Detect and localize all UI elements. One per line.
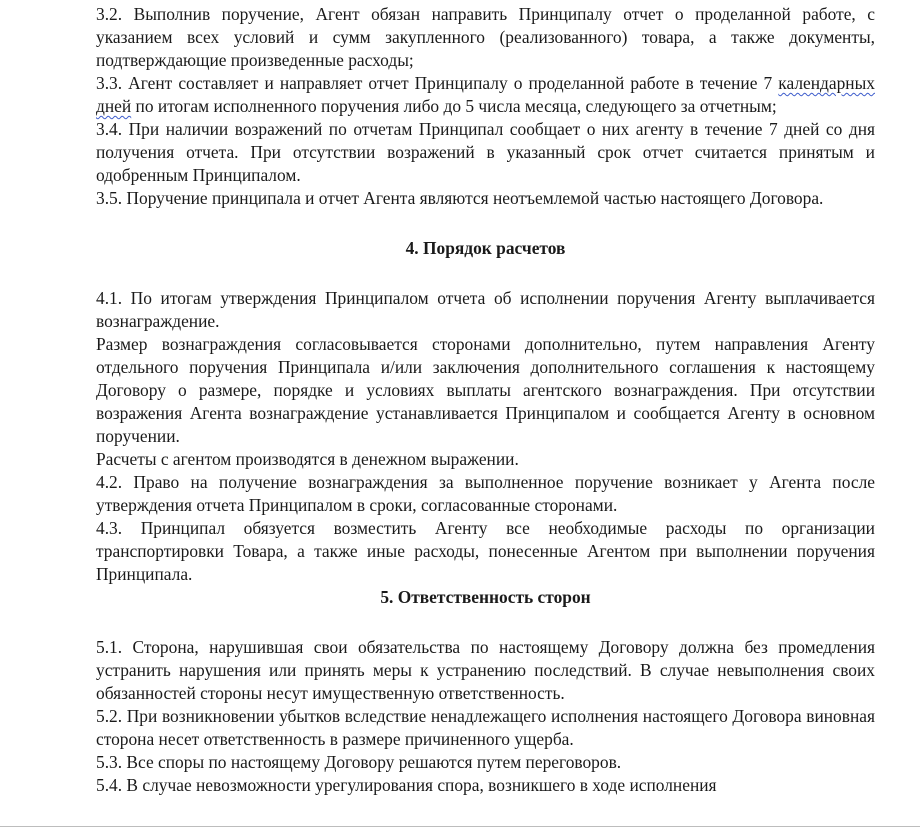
clause-3-5: 3.5. Поручение принципала и отчет Агента являются неотъемлемой частью настоящего Договора. (96, 188, 824, 208)
spacer (96, 210, 875, 233)
spacer (96, 609, 875, 632)
clause-3-3-text-end: по итогам исполненного поручения либо до 5 числа месяца, следующего за отчетным; (131, 96, 777, 116)
clause-4-3: 4.3. Принципал обязуется возместить Агенту все необходимые расходы по организации транспортировки Товара, а также иные расходы, понесенные Агентом при выполнении поручения Принципала. (96, 518, 875, 584)
clause-5-1: 5.1. Сторона, нарушившая свои обязательства по настоящему Договору должна без промедления устранить нарушения или принять меры к устранению последствий. В случае невыполнения своих обязанностей стороны несут имущественную ответственность. (96, 637, 875, 703)
clause-4-1-settlements: Расчеты с агентом производятся в денежном выражении. (96, 449, 519, 469)
clause-3-3 (96, 72, 875, 118)
clause-3-2: 3.2. Выполнив поручение, Агент обязан направить Принципалу отчет о проделанной работе, с указанием всех условий и сумм закупленного (реализованного) товара, а также документы, подтверждающие произведенные расходы; (96, 4, 875, 70)
spacer (96, 260, 875, 283)
clause-5-2: 5.2. При возникновении убытков вследствие ненадлежащего исполнения настоящего Договора виновная сторона несет ответственность в размере причиненного ущерба. (96, 706, 875, 749)
section-4-heading: 4. Порядок расчетов (405, 238, 566, 258)
document-body (96, 3, 875, 797)
section-5-heading: 5. Ответственность сторон (380, 587, 591, 607)
clause-4-1-reward-size: Размер вознаграждения согласовывается сторонами дополнительно, путем направления Агенту отдельного поручения Принципала и/или заключения дополнительного соглашения к настоящему Договору о размере, порядке и условиях выплаты агентского вознаграждения. При отсутствии возражения Агента вознаграждение устанавливается Принципалом и сообщается Агенту в основном поручении. (96, 334, 875, 446)
clause-3-4: 3.4. При наличии возражений по отчетам Принципал сообщает о них агенту в течение 7 дней со дня получения отчета. При отсутствии возражений в указанный срок отчет считается принятым и одобренным Принципалом. (96, 119, 875, 185)
clause-5-4: 5.4. В случае невозможности урегулирования спора, возникшего в ходе исполнения (96, 775, 717, 795)
spellcheck-marked-text[interactable]: календарных дней (96, 73, 875, 116)
clause-3-3-text-start: 3.3. Агент составляет и направляет отчет Принципалу о проделанной работе в течение 7 (96, 73, 779, 93)
clause-4-2: 4.2. Право на получение вознаграждения за выполненное поручение возникает у Агента после утверждения отчета Принципалом в сроки, согласованные сторонами. (96, 472, 875, 515)
page-bottom-divider (0, 826, 920, 827)
clause-4-1: 4.1. По итогам утверждения Принципалом отчета об исполнении поручения Агенту выплачивается вознаграждение. (96, 288, 875, 331)
clause-5-3: 5.3. Все споры по настоящему Договору решаются путем переговоров. (96, 752, 622, 772)
